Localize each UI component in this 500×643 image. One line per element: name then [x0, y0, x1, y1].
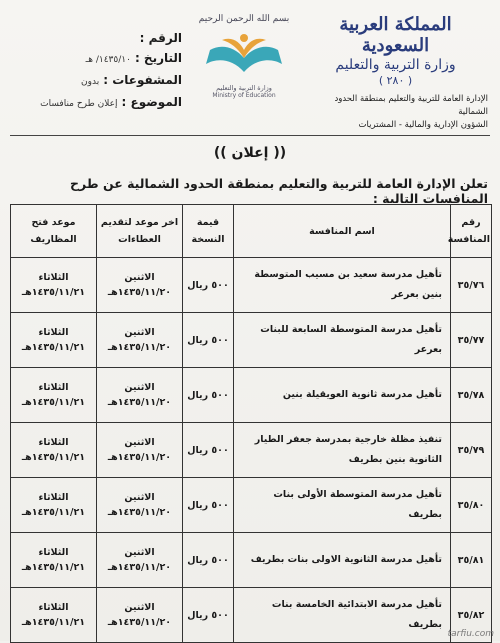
cell-price: ٥٠٠ ريال — [183, 533, 234, 588]
cell-tender-name: تأهيل مدرسة الابتدائية الخامسة بنات بطريف — [234, 588, 451, 643]
cell-submit-deadline — [97, 368, 183, 423]
field-number — [12, 28, 182, 48]
kingdom-name: المملكة العربية السعودية — [339, 14, 452, 56]
cell-number: ٣٥/٧٧ — [451, 313, 492, 368]
department-line-2: الشؤون الإدارية والمالية - المشتريات — [358, 120, 488, 130]
cell-tender-name: تأهيل مدرسة ثانوية العويقيلة بنين — [234, 368, 451, 423]
announcement-intro: تعلن الإدارة العامة للتربية والتعليم بمنطقة الحدود الشمالية عن طرح المنافسات التالية : — [70, 176, 488, 206]
ministry-name: وزارة التربية والتعليم — [335, 57, 456, 73]
field-value: إعلان طرح منافسات — [40, 99, 118, 109]
book-logo-icon — [202, 28, 286, 78]
open-day: الثلاثاء — [38, 382, 69, 393]
open-date: ١٤٣٥/١١/٢١هـ — [21, 562, 86, 573]
field-label: المشفوعات : — [103, 73, 182, 87]
cell-submit-deadline — [97, 423, 183, 478]
field-attachments — [12, 70, 182, 92]
cell-price: ٥٠٠ ريال — [183, 423, 234, 478]
field-date — [12, 48, 182, 70]
cell-tender-name: تأهيل مدرسة الثانوية الاولى بنات بطريف — [234, 533, 451, 588]
cell-price: ٥٠٠ ريال — [183, 588, 234, 643]
cell-opening-date — [11, 588, 97, 643]
cell-opening-date — [11, 478, 97, 533]
field-subject — [12, 92, 182, 114]
col-header-price: قيمة النسخة — [183, 205, 234, 258]
cell-opening-date — [11, 313, 97, 368]
open-date: ١٤٣٥/١١/٢١هـ — [21, 507, 86, 518]
logo-caption-english: Ministry of Education — [212, 92, 276, 99]
cell-tender-name: تأهيل مدرسة المتوسطة السابعة للبنات بعرعر — [234, 313, 451, 368]
submit-day: الاثنين — [124, 492, 155, 503]
submit-day: الاثنين — [124, 437, 155, 448]
cell-opening-date — [11, 423, 97, 478]
submit-date: ١٤٣٥/١١/٢٠هـ — [107, 507, 172, 518]
open-day: الثلاثاء — [38, 492, 69, 503]
open-date: ١٤٣٥/١١/٢١هـ — [21, 617, 86, 628]
field-label: الموضوع : — [121, 95, 182, 109]
submit-day: الاثنين — [124, 602, 155, 613]
cell-submit-deadline — [97, 533, 183, 588]
ministry-logo — [188, 14, 300, 114]
cell-tender-name: تأهيل مدرسة سعيد بن مسيب المتوسطة بنين بعرعر — [234, 258, 451, 313]
field-value: ١٤٣٥/١٠/ هـ — [85, 55, 131, 65]
cell-price: ٥٠٠ ريال — [183, 478, 234, 533]
cell-submit-deadline — [97, 258, 183, 313]
col-header-submit-deadline: اخر موعد لتقديم العطاءات — [97, 205, 183, 258]
submit-date: ١٤٣٥/١١/٢٠هـ — [107, 452, 172, 463]
letterhead-ministry — [303, 12, 488, 132]
cell-opening-date — [11, 368, 97, 423]
open-date: ١٤٣٥/١١/٢١هـ — [21, 452, 86, 463]
open-day: الثلاثاء — [38, 272, 69, 283]
open-day: الثلاثاء — [38, 327, 69, 338]
col-header-name: اسم المنافسة — [234, 205, 451, 258]
submit-day: الاثنين — [124, 547, 155, 558]
cell-number: ٣٥/٧٦ — [451, 258, 492, 313]
open-day: الثلاثاء — [38, 547, 69, 558]
col-header-opening-date: موعد فتح المظاريف — [11, 205, 97, 258]
cell-opening-date — [11, 258, 97, 313]
table-row — [11, 588, 492, 643]
table-row — [11, 423, 492, 478]
cell-price: ٥٠٠ ريال — [183, 258, 234, 313]
open-date: ١٤٣٥/١١/٢١هـ — [21, 342, 86, 353]
submit-date: ١٤٣٥/١١/٢٠هـ — [107, 617, 172, 628]
site-watermark: tarfiu.com — [447, 629, 494, 639]
cell-price: ٥٠٠ ريال — [183, 313, 234, 368]
cell-number: ٣٥/٨٠ — [451, 478, 492, 533]
table-header-row — [11, 205, 492, 258]
col-header-number: رقم المنافسة — [451, 205, 492, 258]
cell-price: ٥٠٠ ريال — [183, 368, 234, 423]
table-row — [11, 258, 492, 313]
cell-number: ٣٥/٨٢ — [451, 588, 492, 643]
field-label: التاريخ : — [134, 51, 182, 65]
logo-caption-arabic: وزارة التربية والتعليم — [216, 84, 272, 92]
cell-opening-date — [11, 533, 97, 588]
cell-number: ٣٥/٨١ — [451, 533, 492, 588]
announcement-title: (( إعلان )) — [213, 145, 287, 161]
submit-date: ١٤٣٥/١١/٢٠هـ — [107, 287, 172, 298]
header-divider — [10, 135, 490, 136]
submit-day: الاثنين — [124, 327, 155, 338]
cell-number: ٣٥/٧٨ — [451, 368, 492, 423]
document-number: ( ٢٨٠ ) — [378, 74, 413, 87]
cell-tender-name: تنفيذ مظلة خارجية بمدرسة جعفر الطيار الثانوية بنين بطريف — [234, 423, 451, 478]
department-line-1: الإدارة العامة للتربية والتعليم بمنطقة الحدود الشمالية — [334, 94, 488, 117]
table-row — [11, 478, 492, 533]
submit-day: الاثنين — [124, 272, 155, 283]
tenders-table — [10, 204, 492, 643]
letter-meta-fields — [12, 28, 182, 114]
open-day: الثلاثاء — [38, 437, 69, 448]
open-date: ١٤٣٥/١١/٢١هـ — [21, 287, 86, 298]
table-row — [11, 313, 492, 368]
cell-submit-deadline — [97, 588, 183, 643]
cell-submit-deadline — [97, 478, 183, 533]
open-day: الثلاثاء — [38, 602, 69, 613]
basmala: بسم الله الرحمن الرحيم — [198, 14, 290, 24]
submit-date: ١٤٣٥/١١/٢٠هـ — [107, 562, 172, 573]
cell-number: ٣٥/٧٩ — [451, 423, 492, 478]
table-row — [11, 533, 492, 588]
field-label: الرقم : — [139, 31, 182, 45]
submit-day: الاثنين — [124, 382, 155, 393]
table-row — [11, 368, 492, 423]
open-date: ١٤٣٥/١١/٢١هـ — [21, 397, 86, 408]
field-value: بدون — [81, 77, 100, 87]
submit-date: ١٤٣٥/١١/٢٠هـ — [107, 397, 172, 408]
submit-date: ١٤٣٥/١١/٢٠هـ — [107, 342, 172, 353]
cell-tender-name: تأهيل مدرسة المتوسطة الأولى بنات بطريف — [234, 478, 451, 533]
cell-submit-deadline — [97, 313, 183, 368]
